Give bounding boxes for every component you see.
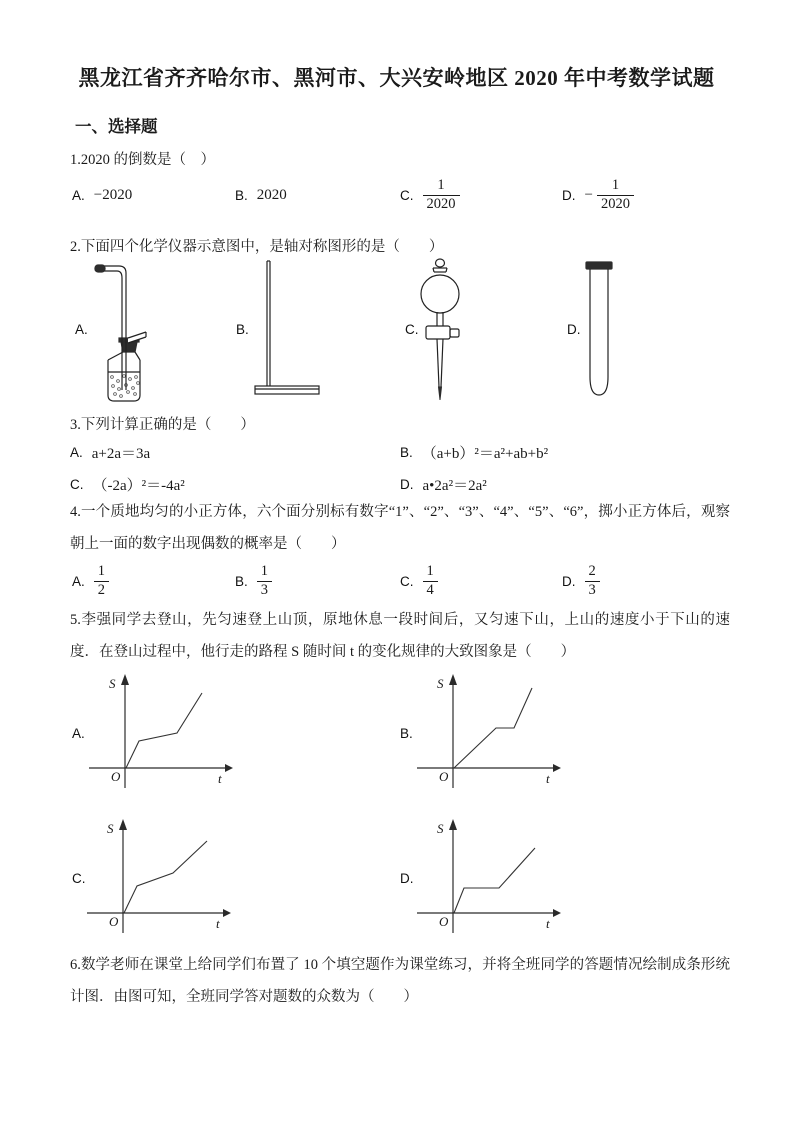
fraction-numerator: 1: [426, 563, 434, 580]
q3-option-d-value: a•2a²＝2a²: [422, 477, 487, 494]
curve: [126, 693, 202, 768]
q5-graph-d-label: D.: [400, 871, 414, 886]
test-tube-figure: [584, 258, 614, 402]
x-axis-label: t: [546, 916, 550, 931]
fraction-denominator: 2020: [423, 195, 460, 213]
fraction-denominator: 4: [423, 581, 438, 599]
q5-text: 5.李强同学去登山，先匀速登上山顶，原地休息一段时间后，又匀速下山，上山的速度小于下山的速度．在登山过程中，他行走的路程 S 随时间 t 的变化规律的大致图象是（ ）: [70, 612, 730, 660]
fraction-denominator: 2020: [597, 195, 634, 213]
fraction-numerator: 1: [260, 563, 269, 580]
q4-option-a-fraction: [94, 563, 109, 599]
y-axis-label: S: [109, 676, 116, 691]
q1-text: 1.2020 的倒数是（ ）: [70, 152, 215, 168]
iron-stand-figure: [253, 258, 323, 398]
q2-item-c-label: C.: [405, 322, 419, 337]
q4-option-c-label: C.: [400, 573, 414, 589]
q4-option-d-label: D.: [562, 573, 576, 589]
q4-option-a: [72, 563, 235, 599]
y-axis-label: S: [107, 821, 114, 836]
q3-option-b: [400, 436, 730, 468]
q3-option-b-label: B.: [400, 444, 413, 460]
q3-option-a: [70, 436, 400, 468]
q4-options: [70, 558, 732, 604]
q3-text: 3.下列计算正确的是（ ）: [70, 417, 255, 433]
q3-options: [70, 436, 730, 500]
q1-option-b: [235, 187, 400, 204]
curve: [454, 848, 535, 913]
origin-label: O: [111, 769, 121, 784]
origin-label: O: [109, 914, 119, 929]
q1-option-c-fraction: [423, 177, 460, 213]
origin-label: O: [439, 914, 449, 929]
origin-label: O: [439, 769, 449, 784]
q1-option-c-label: C.: [400, 187, 414, 203]
fraction-numerator: 1: [611, 177, 620, 194]
q3-option-c-label: C.: [70, 476, 84, 492]
x-axis-label: t: [218, 771, 222, 786]
fraction-numerator: 1: [97, 563, 106, 580]
q4-option-b-fraction: [257, 563, 272, 599]
curve: [124, 841, 207, 913]
q1-option-d-fraction: [597, 177, 634, 213]
q4-option-a-label: A.: [72, 573, 85, 589]
q1-option-a: [72, 187, 235, 204]
q1-option-d: [562, 177, 732, 213]
q5-graph-b: [410, 672, 565, 798]
q5-graphs-row-1: [70, 668, 730, 800]
q4-text: 4.一个质地均匀的小正方体，六个面分别标有数字“1”、“2”、“3”、“4”、“5”、“6”，掷小正方体后，观察朝上一面的数字出现偶数的概率是（ ）: [70, 504, 730, 552]
q5-graph-a-label: A.: [72, 726, 85, 741]
q5-graph-c: [80, 817, 235, 943]
q1-option-b-value: 2020: [256, 186, 287, 203]
fraction-denominator: 2: [94, 581, 109, 599]
separating-funnel-figure: [418, 256, 466, 406]
q1-option-a-value: −2020: [93, 186, 133, 203]
page-title: 黑龙江省齐齐哈尔市、黑河市、大兴安岭地区 2020 年中考数学试题: [78, 66, 715, 90]
q2-item-a-label: A.: [75, 322, 88, 337]
q3-option-b-value: （a+b）²＝a²+ab+b²: [421, 445, 549, 462]
q1-option-d-label: D.: [562, 187, 576, 203]
q2-item-d-label: D.: [567, 322, 581, 337]
gas-washing-bottle-figure: [88, 258, 158, 406]
q4-option-b: [235, 563, 400, 599]
q5-graph-b-label: B.: [400, 726, 413, 741]
x-axis-label: t: [546, 771, 550, 786]
q6-text: 6.数学老师在课堂上给同学们布置了 10 个填空题作为课堂练习，并将全班同学的答题情况绘制成条形统计图．由图可知，全班同学答对题数的众数为（ ）: [70, 957, 730, 1005]
fraction-numerator: 1: [437, 177, 445, 194]
q5-graphs-row-2: [70, 813, 730, 945]
y-axis-label: S: [437, 676, 444, 691]
section-heading: 一、选择题: [75, 117, 158, 136]
q2-figures: [70, 256, 730, 408]
q1-option-a-label: A.: [72, 187, 85, 203]
fraction-denominator: 3: [585, 581, 600, 599]
curve: [454, 688, 532, 768]
q3-option-a-label: A.: [70, 444, 83, 460]
q4-option-c-fraction: [423, 563, 438, 599]
fraction-numerator: 2: [588, 563, 596, 580]
q4-option-d-fraction: [585, 563, 600, 599]
q2-text: 2.下面四个化学仪器示意图中，是轴对称图形的是（ ）: [70, 239, 444, 255]
q4-option-c: [400, 563, 562, 599]
q5-graph-a: [82, 672, 237, 798]
q1-option-c: [400, 177, 562, 213]
q2-item-b-label: B.: [236, 322, 249, 337]
q4-option-d: [562, 563, 732, 599]
q3-option-d-label: D.: [400, 476, 414, 492]
minus-sign: −: [584, 186, 593, 203]
q4-option-b-label: B.: [235, 573, 248, 589]
q3-option-c-value: （-2a）²＝-4a²: [92, 477, 185, 494]
q5-graph-c-label: C.: [72, 871, 86, 886]
q5-graph-d: [410, 817, 565, 943]
y-axis-label: S: [437, 821, 444, 836]
q1-option-b-label: B.: [235, 187, 248, 203]
x-axis-label: t: [216, 916, 220, 931]
q3-option-a-value: a+2a＝3a: [91, 445, 151, 462]
q1-options: [70, 172, 732, 218]
fraction-denominator: 3: [257, 581, 272, 599]
